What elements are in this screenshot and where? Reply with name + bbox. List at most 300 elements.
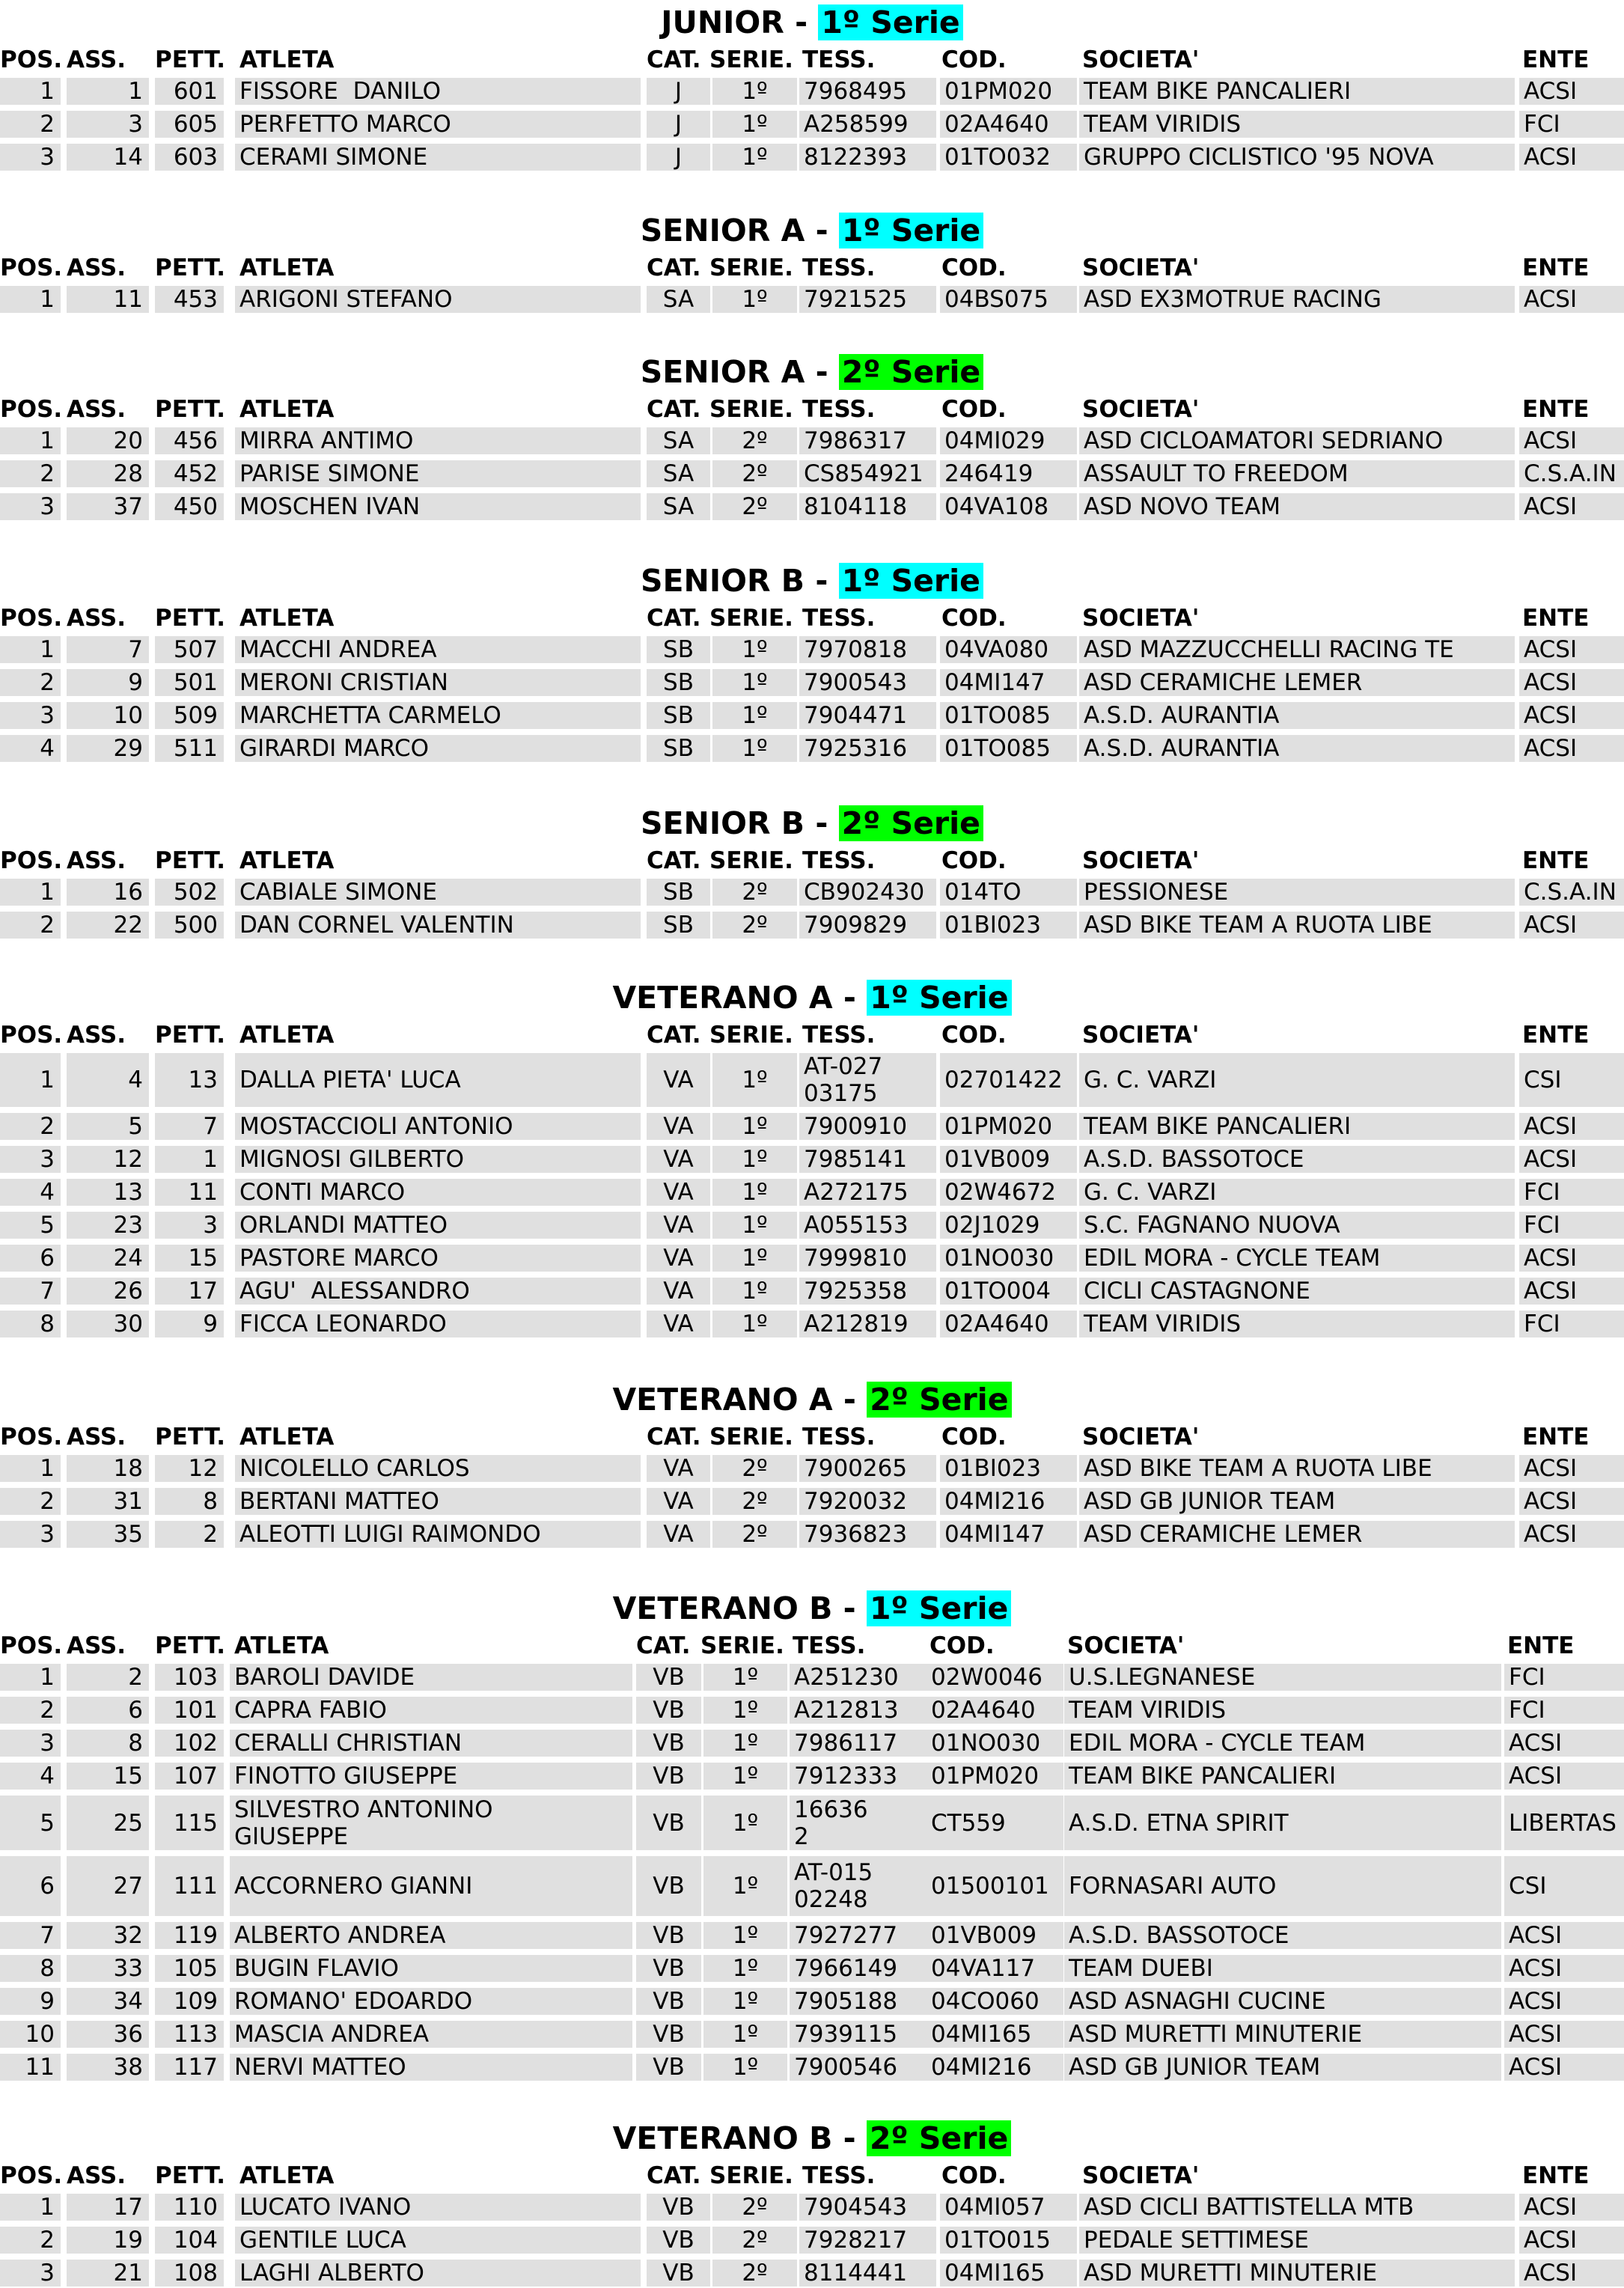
- cell-text: ACSI: [1524, 735, 1578, 762]
- cell-text: SILVESTRO ANTONINO GIUSEPPE: [234, 1796, 493, 1850]
- header-pett: PETT.: [155, 396, 225, 423]
- cell-athlete: [230, 1922, 632, 1949]
- cell-pett: [155, 111, 224, 138]
- cell-text: 1º: [732, 1697, 759, 1724]
- cell-serie: [712, 879, 797, 906]
- cell-text: 01TO015: [944, 2227, 1051, 2254]
- cell-cod: [940, 1521, 1077, 1548]
- cell-athlete: [230, 1730, 632, 1757]
- cell-tess: [799, 1245, 936, 1272]
- cell-cod: [940, 2227, 1077, 2254]
- cell-serie: [703, 2054, 787, 2081]
- cell-text: ALBERTO ANDREA: [234, 1922, 446, 1949]
- cell-tess: [790, 1922, 927, 1949]
- cell-text: 5: [40, 1809, 55, 1837]
- cell-ass: [67, 1179, 149, 1206]
- cell-team: [1079, 493, 1515, 520]
- cell-text: CT559: [931, 1809, 1006, 1837]
- cell-athlete: [235, 912, 641, 939]
- cell-text: 7: [203, 1113, 218, 1140]
- cell-cat: [647, 636, 710, 663]
- cell-text: 02A4640: [944, 111, 1049, 138]
- table-row: [0, 1311, 1624, 1337]
- cell-team: [1064, 1730, 1501, 1757]
- cell-text: ACSI: [1524, 2260, 1578, 2287]
- cell-team: [1079, 1278, 1515, 1305]
- cell-text: AT-02703175: [804, 1053, 883, 1107]
- cell-text: 4: [40, 1763, 55, 1790]
- cell-pett: [155, 1697, 224, 1724]
- cell-text: 1: [40, 78, 55, 105]
- cell-text: AGU' ALESSANDRO: [239, 1278, 470, 1305]
- cell-team: [1079, 1311, 1515, 1337]
- cell-text: ALEOTTI LUIGI RAIMONDO: [239, 1521, 541, 1548]
- cell-text: 3: [40, 1730, 55, 1757]
- cell-text: CERAMI SIMONE: [239, 144, 428, 171]
- cell-text: ACSI: [1524, 2194, 1578, 2221]
- cell-serie: [712, 460, 797, 487]
- cell-cod: [940, 735, 1077, 762]
- cell-text: 38: [113, 2054, 143, 2081]
- cell-text: 2º: [742, 2194, 768, 2221]
- cell-text: A.S.D. AURANTIA: [1084, 702, 1280, 729]
- cell-text: 04MI165: [931, 2021, 1032, 2048]
- cell-team: [1079, 144, 1515, 171]
- cell-text: VB: [662, 2227, 695, 2254]
- cell-pett: [155, 427, 224, 454]
- section-title: [0, 801, 1624, 846]
- cell-cat: [636, 1796, 701, 1850]
- cell-position: [0, 1146, 61, 1173]
- cell-text: PERFETTO MARCO: [239, 111, 451, 138]
- header-serie: SERIE.: [709, 254, 793, 281]
- cell-text: 01VB009: [944, 1146, 1051, 1173]
- cell-text: VB: [653, 1763, 685, 1790]
- header-atleta: ATLETA: [239, 1022, 335, 1049]
- cell-text: J: [674, 78, 683, 105]
- title-separator: -: [832, 1382, 867, 1418]
- header-ass: ASS.: [67, 46, 126, 73]
- cell-text: VA: [663, 1311, 694, 1337]
- cell-text: 1: [203, 1146, 218, 1173]
- cell-text: ACSI: [1524, 427, 1578, 454]
- cell-text: 01TO032: [944, 144, 1051, 171]
- cell-ass: [67, 1488, 149, 1515]
- cell-cod: [940, 1212, 1077, 1239]
- cell-text: VB: [653, 2021, 685, 2048]
- section-title: [0, 2116, 1624, 2161]
- cell-position: [0, 78, 61, 105]
- cell-text: 1: [40, 2194, 55, 2221]
- cell-text: VA: [663, 1067, 694, 1093]
- cell-athlete: [235, 702, 641, 729]
- cell-text: C.S.A.IN: [1524, 879, 1617, 906]
- cell-text: 7921525: [804, 286, 908, 313]
- cell-cod: [940, 1113, 1077, 1140]
- cell-position: [0, 1179, 61, 1206]
- cell-text: 2: [40, 1697, 55, 1724]
- header-ente: ENTE: [1522, 605, 1590, 632]
- header-atleta: ATLETA: [239, 605, 335, 632]
- cell-ente: [1519, 1179, 1624, 1206]
- cell-ente: [1504, 2054, 1624, 2081]
- table-row: [0, 1179, 1624, 1206]
- serie-badge: 1º Serie: [867, 980, 1011, 1016]
- table-row: [0, 1856, 1624, 1916]
- cell-position: [0, 669, 61, 696]
- header-ente: ENTE: [1522, 2162, 1590, 2189]
- cell-cat: [636, 1763, 701, 1790]
- cell-text: MACCHI ANDREA: [239, 636, 437, 663]
- cell-cat: [647, 1113, 710, 1140]
- cell-pett: [155, 669, 224, 696]
- cell-cat: [647, 912, 710, 939]
- header-ass: ASS.: [67, 396, 126, 423]
- category-name: VETERANO A: [612, 980, 833, 1016]
- cell-text: ASD BIKE TEAM A RUOTA LIBE: [1084, 1455, 1432, 1482]
- cell-text: ROMANO' EDOARDO: [234, 1988, 473, 2015]
- cell-text: 3: [40, 144, 55, 171]
- header-cat: CAT.: [647, 1424, 701, 1450]
- cell-ente: [1504, 1856, 1624, 1916]
- cell-position: [0, 1664, 61, 1691]
- cell-text: 1º: [742, 111, 768, 138]
- cell-pett: [155, 2054, 224, 2081]
- cell-text: 1º: [732, 1955, 759, 1982]
- cell-tess: [799, 636, 936, 663]
- cell-text: GRUPPO CICLISTICO '95 NOVA: [1084, 144, 1434, 171]
- cell-text: 1º: [742, 1311, 768, 1337]
- cell-cod: [940, 636, 1077, 663]
- cell-text: 2: [40, 111, 55, 138]
- cell-tess: [790, 1664, 927, 1691]
- cell-text: J: [674, 111, 683, 138]
- cell-cod: [940, 144, 1077, 171]
- cell-text: 107: [173, 1763, 218, 1790]
- cell-team: [1064, 1796, 1501, 1850]
- cell-tess: [799, 1488, 936, 1515]
- cell-text: 2º: [742, 879, 768, 906]
- cell-ass: [67, 1053, 149, 1107]
- cell-ass: [67, 879, 149, 906]
- header-ente: ENTE: [1522, 254, 1590, 281]
- cell-text: 1º: [742, 78, 768, 105]
- table-row: [0, 735, 1624, 762]
- cell-team: [1079, 2227, 1515, 2254]
- cell-athlete: [235, 735, 641, 762]
- cell-ass: [67, 702, 149, 729]
- cell-cat: [647, 286, 710, 313]
- cell-text: 01BI023: [944, 912, 1042, 939]
- cell-team: [1079, 735, 1515, 762]
- cell-text: TEAM VIRIDIS: [1069, 1697, 1227, 1724]
- table-row: [0, 111, 1624, 138]
- cell-cat: [647, 702, 710, 729]
- header-ente: ENTE: [1522, 1022, 1590, 1049]
- cell-pett: [155, 1179, 224, 1206]
- cell-ente: [1519, 427, 1624, 454]
- cell-text: ACSI: [1524, 78, 1578, 105]
- cell-text: 1º: [732, 2021, 759, 2048]
- cell-cat: [647, 1245, 710, 1272]
- table-header: [0, 1632, 1624, 1659]
- cell-team: [1079, 702, 1515, 729]
- cell-ente: [1504, 1922, 1624, 1949]
- cell-text: FCI: [1509, 1697, 1545, 1724]
- cell-ente: [1519, 702, 1624, 729]
- cell-text: FINOTTO GIUSEPPE: [234, 1763, 458, 1790]
- cell-pett: [155, 1212, 224, 1239]
- cell-athlete: [235, 460, 641, 487]
- cell-ass: [67, 427, 149, 454]
- cell-text: VA: [663, 1113, 694, 1140]
- serie-badge: 2º Serie: [839, 354, 983, 390]
- cell-text: 7920032: [804, 1488, 908, 1515]
- cell-text: PESSIONESE: [1084, 879, 1229, 906]
- cell-text: FCI: [1524, 1311, 1560, 1337]
- cell-text: ACSI: [1509, 2021, 1563, 2048]
- header-societa: SOCIETA': [1082, 847, 1200, 874]
- cell-athlete: [230, 1697, 632, 1724]
- cell-text: 7986317: [804, 427, 908, 454]
- cell-ass: [67, 2194, 149, 2221]
- cell-text: 02J1029: [944, 1212, 1040, 1239]
- cell-text: 12: [188, 1455, 218, 1482]
- header-serie: SERIE.: [709, 1022, 793, 1049]
- cell-athlete: [235, 636, 641, 663]
- table-row: [0, 669, 1624, 696]
- header-pett: PETT.: [155, 1632, 225, 1659]
- table-row: [0, 1955, 1624, 1982]
- cell-text: GENTILE LUCA: [239, 2227, 406, 2254]
- cell-serie: [712, 735, 797, 762]
- cell-cod: [927, 1988, 1063, 2015]
- cell-tess: [799, 111, 936, 138]
- cell-text: 04MI216: [931, 2054, 1032, 2081]
- cell-ente: [1519, 2194, 1624, 2221]
- cell-serie: [712, 286, 797, 313]
- cell-text: NICOLELLO CARLOS: [239, 1455, 470, 1482]
- cell-position: [0, 2021, 61, 2048]
- cell-text: SB: [663, 912, 694, 939]
- cell-text: 2: [40, 912, 55, 939]
- cell-text: 2: [40, 1113, 55, 1140]
- cell-text: 01NO030: [931, 1730, 1041, 1757]
- cell-text: G. C. VARZI: [1084, 1067, 1217, 1093]
- cell-pett: [155, 1521, 224, 1548]
- cell-cod: [940, 912, 1077, 939]
- cell-text: CAPRA FABIO: [234, 1697, 387, 1724]
- cell-cat: [636, 1697, 701, 1724]
- cell-ente: [1504, 1697, 1624, 1724]
- cell-serie: [712, 1113, 797, 1140]
- cell-text: AT-01502248: [794, 1859, 873, 1913]
- cell-text: 1: [40, 427, 55, 454]
- cell-cat: [647, 460, 710, 487]
- table-row: [0, 1922, 1624, 1949]
- cell-text: 7968495: [804, 78, 908, 105]
- cell-text: SA: [662, 286, 695, 313]
- cell-ente: [1519, 1488, 1624, 1515]
- cell-text: MERONI CRISTIAN: [239, 669, 448, 696]
- cell-cat: [647, 1179, 710, 1206]
- cell-ass: [67, 1146, 149, 1173]
- cell-text: 7912333: [794, 1763, 898, 1790]
- cell-team: [1079, 1521, 1515, 1548]
- section-title: [0, 208, 1624, 253]
- cell-text: SB: [663, 879, 694, 906]
- cell-ente: [1519, 1311, 1624, 1337]
- cell-pett: [155, 1053, 224, 1107]
- cell-cat: [647, 1053, 710, 1107]
- cell-text: J: [674, 144, 683, 171]
- cell-text: 9: [203, 1311, 218, 1337]
- cell-serie: [703, 1988, 787, 2015]
- header-cat: CAT.: [647, 396, 701, 423]
- category-name: VETERANO A: [612, 1382, 833, 1418]
- cell-serie: [712, 669, 797, 696]
- cell-text: 7: [128, 636, 143, 663]
- cell-text: A055153: [804, 1212, 909, 1239]
- cell-ass: [67, 1796, 149, 1850]
- cell-text: 25: [113, 1809, 143, 1837]
- cell-athlete: [235, 493, 641, 520]
- header-pett: PETT.: [155, 254, 225, 281]
- cell-tess: [790, 1955, 927, 1982]
- cell-ente: [1504, 1730, 1624, 1757]
- cell-pett: [155, 1988, 224, 2015]
- cell-text: A.S.D. AURANTIA: [1084, 735, 1280, 762]
- cell-ente: [1519, 78, 1624, 105]
- table-header: [0, 254, 1624, 281]
- cell-text: VB: [653, 1697, 685, 1724]
- cell-text: 02W4672: [944, 1179, 1056, 1206]
- cell-text: 02A4640: [931, 1697, 1036, 1724]
- cell-ass: [67, 78, 149, 105]
- cell-text: VA: [663, 1278, 694, 1305]
- cell-text: 246419: [944, 460, 1034, 487]
- cell-ass: [67, 1212, 149, 1239]
- cell-text: 17: [188, 1278, 218, 1305]
- cell-text: 7966149: [794, 1955, 898, 1982]
- cell-text: 10: [25, 2021, 55, 2048]
- table-row: [0, 1113, 1624, 1140]
- cell-team: [1079, 2260, 1515, 2287]
- cell-cat: [636, 1730, 701, 1757]
- cell-text: A258599: [804, 111, 909, 138]
- cell-text: MARCHETTA CARMELO: [239, 702, 501, 729]
- cell-text: 7900265: [804, 1455, 908, 1482]
- table-row: [0, 879, 1624, 906]
- cell-text: 1º: [732, 1763, 759, 1790]
- cell-athlete: [235, 669, 641, 696]
- cell-text: 7909829: [804, 912, 908, 939]
- header-ente: ENTE: [1522, 847, 1590, 874]
- cell-cod: [940, 669, 1077, 696]
- cell-text: C.S.A.IN: [1524, 460, 1617, 487]
- header-cod: COD.: [941, 847, 1007, 874]
- cell-text: CICLI CASTAGNONE: [1084, 1278, 1310, 1305]
- cell-pett: [155, 1455, 224, 1482]
- title-separator: -: [805, 354, 839, 390]
- cell-text: 7900543: [804, 669, 908, 696]
- cell-pett: [155, 144, 224, 171]
- cell-athlete: [235, 111, 641, 138]
- header-tess: TESS.: [793, 1632, 866, 1659]
- cell-text: MOSCHEN IVAN: [239, 493, 421, 520]
- cell-serie: [712, 2194, 797, 2221]
- cell-athlete: [230, 1763, 632, 1790]
- cell-athlete: [230, 1856, 632, 1916]
- cell-text: 02A4640: [944, 1311, 1049, 1337]
- cell-cat: [647, 735, 710, 762]
- category-name: JUNIOR: [661, 4, 784, 40]
- header-cat: CAT.: [647, 46, 701, 73]
- cell-ass: [67, 1311, 149, 1337]
- cell-tess: [799, 912, 936, 939]
- cell-text: 12: [113, 1146, 143, 1173]
- cell-team: [1064, 1664, 1501, 1691]
- cell-text: SB: [663, 735, 694, 762]
- cell-text: 7925358: [804, 1278, 908, 1305]
- cell-text: ARIGONI STEFANO: [239, 286, 453, 313]
- cell-text: VB: [653, 1955, 685, 1982]
- title-separator: -: [832, 2120, 867, 2156]
- cell-text: 2: [128, 1664, 143, 1691]
- cell-athlete: [230, 1955, 632, 1982]
- cell-team: [1079, 1488, 1515, 1515]
- cell-text: 509: [173, 702, 218, 729]
- cell-text: SB: [663, 636, 694, 663]
- cell-tess: [799, 735, 936, 762]
- cell-tess: [799, 1146, 936, 1173]
- cell-cat: [636, 1856, 701, 1916]
- cell-cat: [647, 2194, 710, 2221]
- cell-serie: [703, 2021, 787, 2048]
- cell-text: VB: [653, 1809, 685, 1837]
- cell-cod: [927, 1922, 1063, 1949]
- cell-team: [1079, 1179, 1515, 1206]
- table-row: [0, 144, 1624, 171]
- cell-team: [1079, 669, 1515, 696]
- cell-text: DAN CORNEL VALENTIN: [239, 912, 514, 939]
- cell-text: 5: [40, 1212, 55, 1239]
- cell-text: 1: [40, 879, 55, 906]
- cell-tess: [799, 1521, 936, 1548]
- header-ass: ASS.: [67, 1424, 126, 1450]
- cell-position: [0, 144, 61, 171]
- cell-cod: [940, 1146, 1077, 1173]
- cell-pett: [155, 493, 224, 520]
- cell-pett: [155, 1146, 224, 1173]
- cell-tess: [790, 1697, 927, 1724]
- cell-text: 110: [173, 2194, 218, 2221]
- header-tess: TESS.: [802, 254, 876, 281]
- cell-text: 27: [113, 1873, 143, 1900]
- cell-tess: [790, 1796, 927, 1850]
- serie-badge: 2º Serie: [839, 805, 983, 841]
- cell-text: A.S.D. BASSOTOCE: [1084, 1146, 1304, 1173]
- header-serie: SERIE.: [709, 605, 793, 632]
- cell-ass: [67, 2054, 149, 2081]
- cell-text: 1: [40, 1455, 55, 1482]
- cell-ente: [1519, 1113, 1624, 1140]
- cell-text: 04VA108: [944, 493, 1049, 520]
- cell-position: [0, 427, 61, 454]
- cell-text: 28: [113, 460, 143, 487]
- cell-text: FCI: [1524, 111, 1560, 138]
- cell-team: [1079, 1212, 1515, 1239]
